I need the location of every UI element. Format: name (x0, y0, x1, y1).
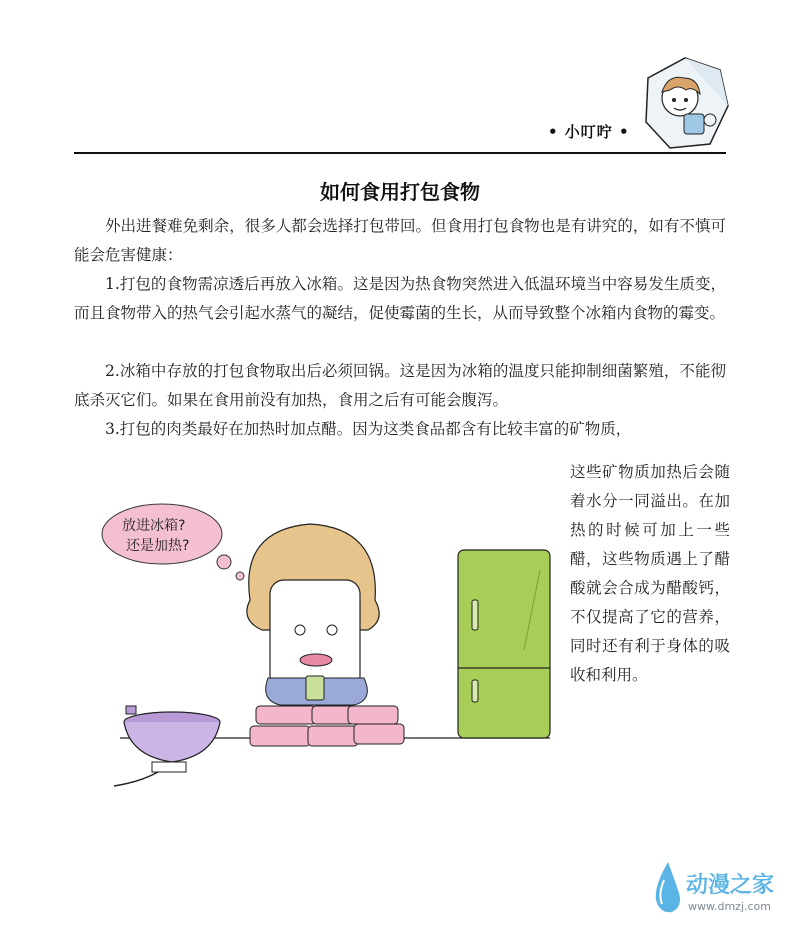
header-divider (74, 152, 726, 154)
point-2-paragraph: 2.冰箱中存放的打包食物取出后必须回锅。这是因为冰箱的温度只能抑制细菌繁殖，不能彻底杀灭它们。如果在食用前没有加热，食用之后有可能会腹泻。 (74, 362, 726, 409)
drop-logo-icon (646, 860, 686, 918)
fridge-icon (458, 550, 550, 738)
point-3-paragraph-start: 3.打包的肉类最好在加热时加点醋。因为这类食品都含有比较丰富的矿物质， (105, 420, 632, 438)
bubble-text-line2: 还是加热? (126, 538, 190, 554)
page-title: 如何食用打包食物 (320, 180, 480, 204)
section-label: • 小叮咛 • (548, 123, 630, 141)
girl-character (247, 524, 379, 705)
point-1-paragraph: 1.打包的食物需凉透后再放入冰箱。这是因为热食物突然进入低温环境当中容易发生质变，而且食物带入的热气会引起水蒸气的凝结，促使霉菌的生长，从而导致整个冰箱内食物的霉变。 (74, 275, 726, 322)
pot-icon (114, 706, 220, 786)
bubble-text-line1: 放进冰箱? (122, 518, 186, 534)
cartoon-illustration (100, 500, 560, 800)
food-boxes (250, 706, 404, 746)
watermark-url: www.dmzj.com (688, 900, 771, 913)
intro-paragraph: 外出进餐难免剩余，很多人都会选择打包带回。但食用打包食物也是有讲究的，如有不慎可能会危害健康： (74, 217, 726, 264)
mascot-emblem (640, 56, 730, 152)
site-watermark (646, 860, 796, 920)
point-3-paragraph-continued: 这些矿物质加热后会随着水分一同溢出。在加热的时候可加上一些醋，这些物质遇上了醋酸就会合成为醋酸钙，不仅提高了它的营养，同时还有利于身体的吸收和利用。 (570, 463, 730, 684)
watermark-logo-text: 动漫之家 (686, 873, 775, 898)
thought-bubble (102, 504, 244, 580)
